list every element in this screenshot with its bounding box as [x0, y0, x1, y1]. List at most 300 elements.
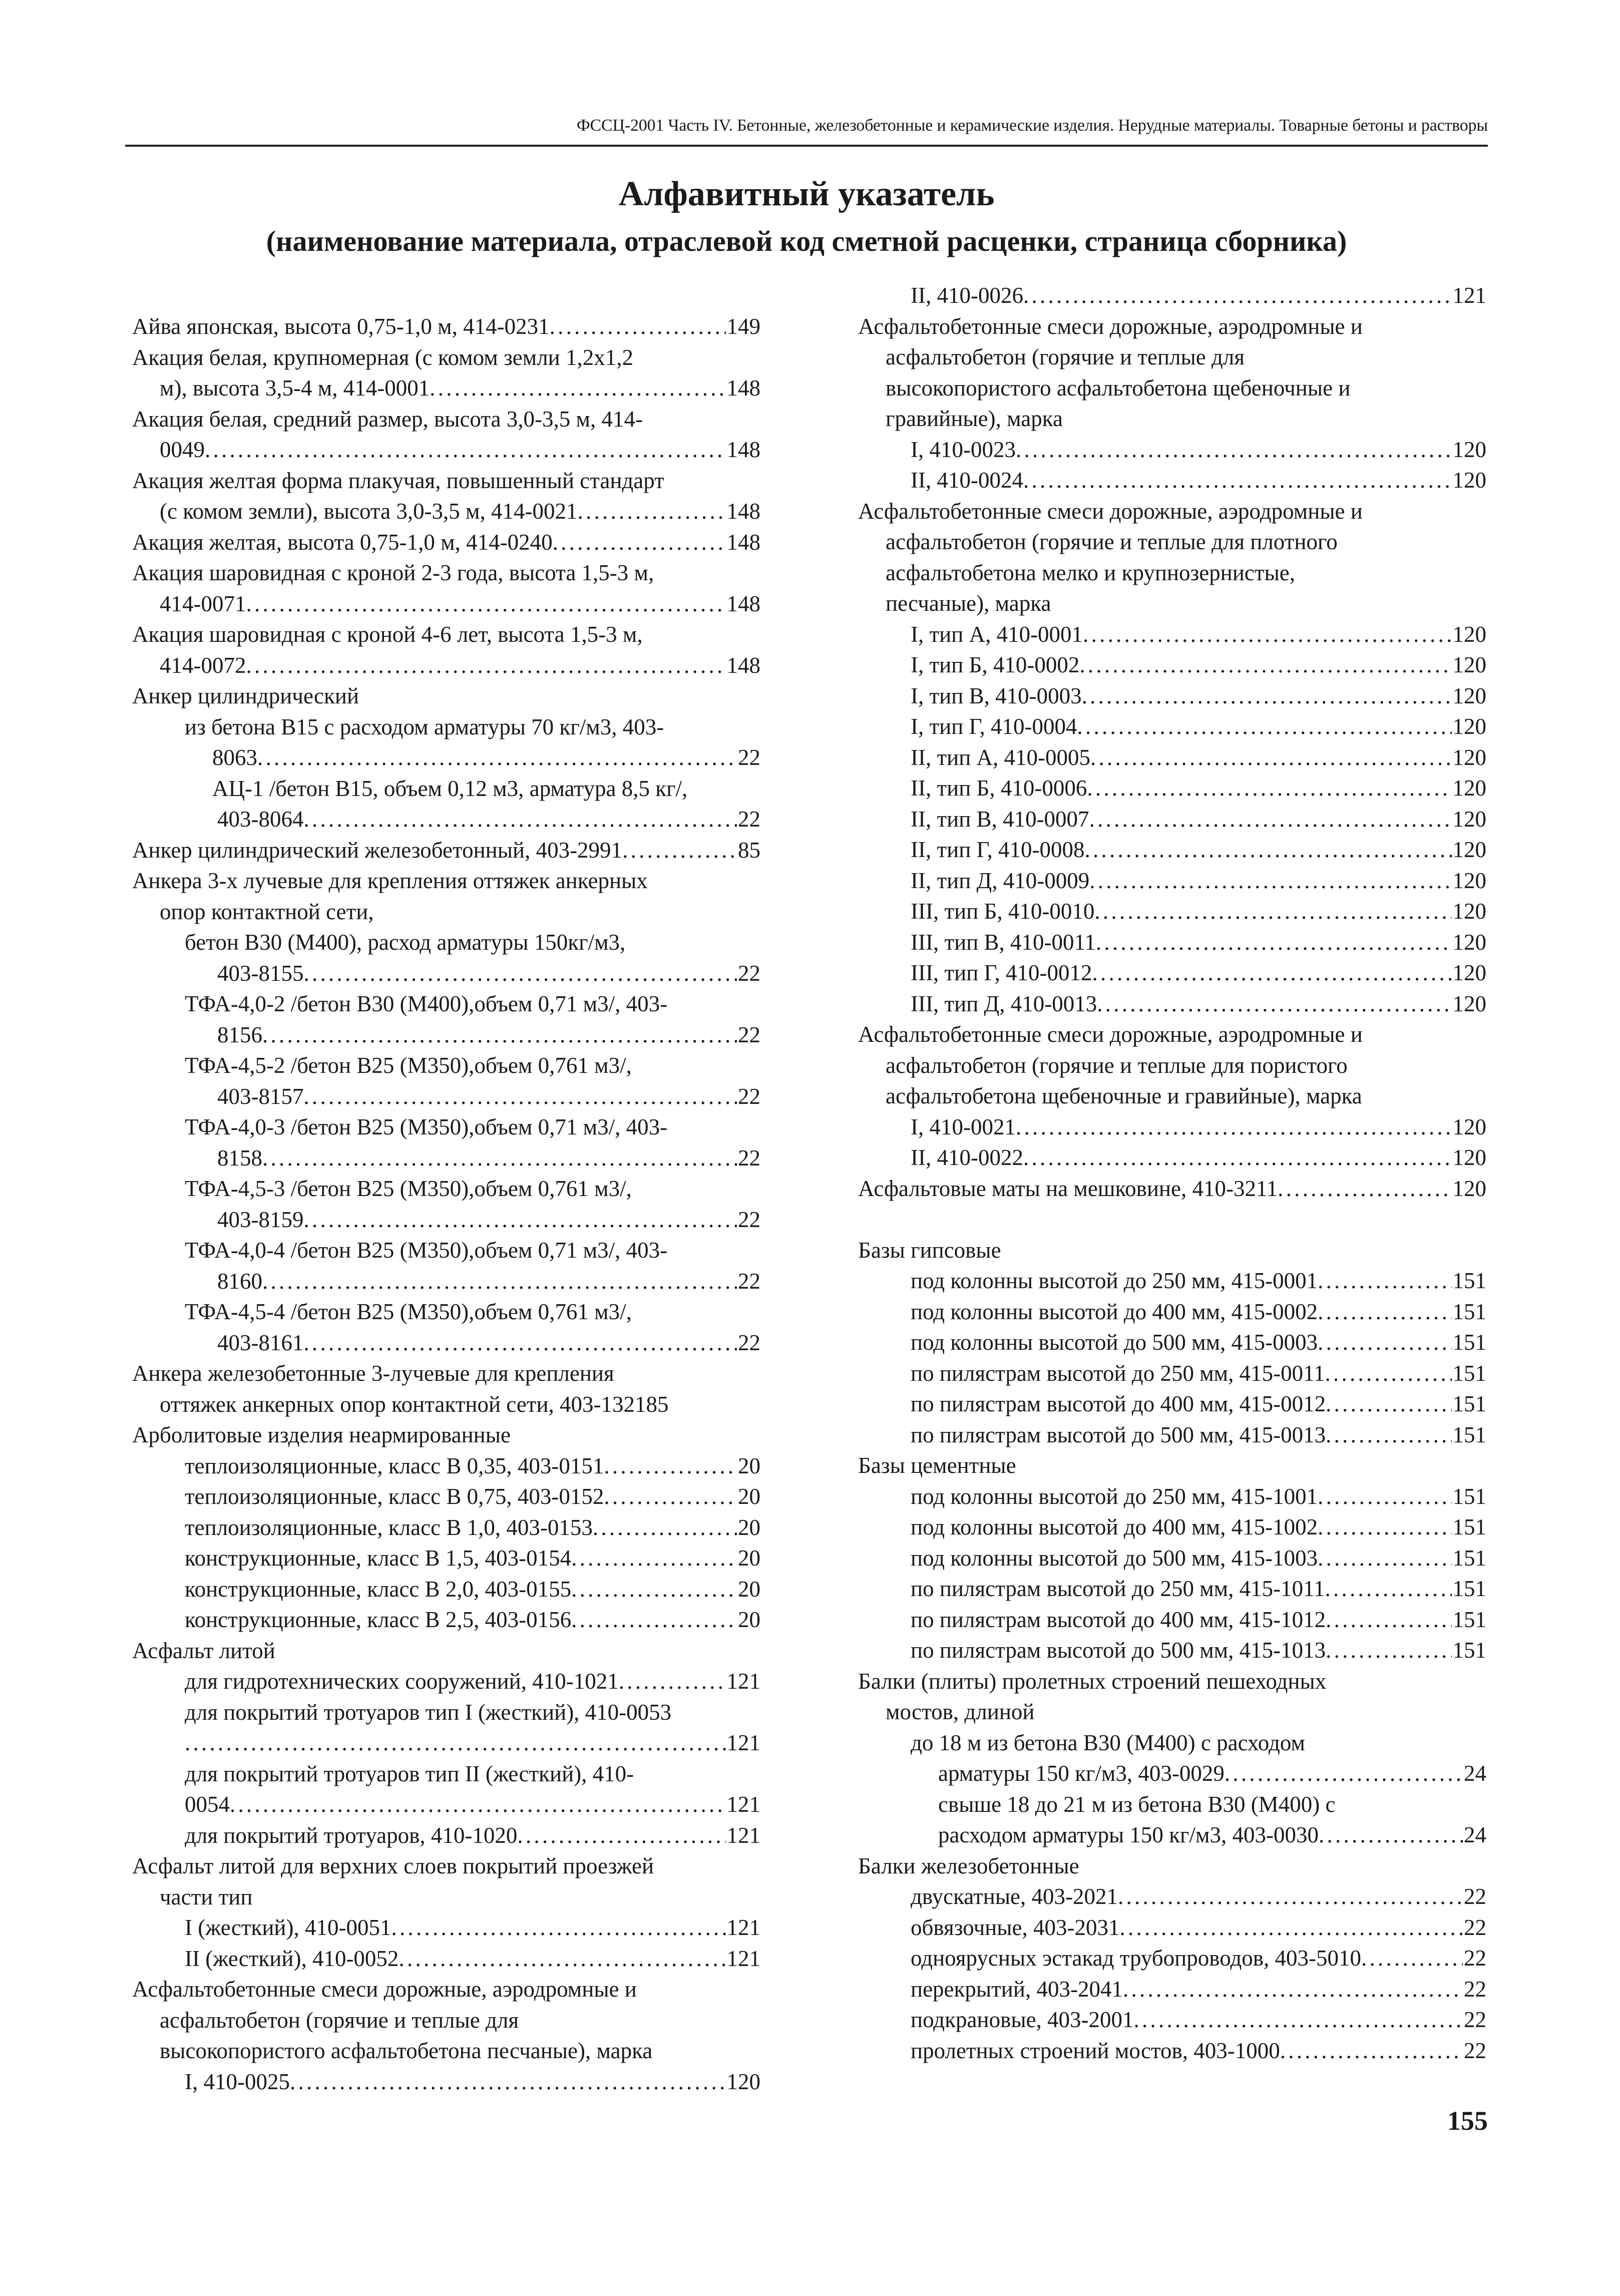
index-entry-page: 151	[1452, 1330, 1486, 1355]
index-entry-text: теплоизоляционные, класс В 1,0, 403-0153	[185, 1514, 593, 1540]
index-entry-text: I, 410-0023	[911, 437, 1016, 462]
dot-leader	[619, 1666, 726, 1697]
index-entry-text: конструкционные, класс В 2,0, 403-0155	[185, 1576, 572, 1602]
dot-leader	[571, 1543, 737, 1574]
dot-leader	[1023, 1142, 1452, 1174]
index-entry	[858, 1605, 1486, 1636]
index-entry	[858, 1142, 1486, 1174]
index-entry-text: теплоизоляционные, класс В 0,75, 403-0152	[185, 1484, 604, 1509]
dot-leader	[1016, 435, 1452, 466]
dot-leader	[622, 835, 737, 866]
index-entry-page: 148	[726, 375, 760, 401]
dot-leader	[1318, 1543, 1451, 1574]
dot-leader	[1326, 1389, 1451, 1420]
index-entry-text: под колонны высотой до 400 мм, 415-0002	[911, 1299, 1318, 1324]
index-entry	[132, 1081, 760, 1112]
index-entry-text: Асфальтобетонные смеси дорожные, аэродромные и	[132, 1977, 637, 2002]
index-entry	[132, 804, 760, 835]
dot-leader	[1280, 2036, 1463, 2067]
dot-leader	[304, 804, 737, 835]
dot-leader	[246, 589, 726, 620]
index-entry	[132, 1944, 760, 1975]
index-entry	[858, 989, 1486, 1020]
index-entry-page: 22	[1464, 1884, 1486, 1909]
index-entry-text: ТФА-4,5-2 /бетон В25 (М350),объем 0,761 м3/,	[185, 1053, 632, 1078]
index-entry-page: 85	[738, 837, 760, 863]
index-entry-text: I, тип А, 410-0001	[911, 621, 1083, 647]
index-entry-text: II, тип Б, 410-0006	[911, 776, 1087, 801]
index-entry	[858, 896, 1486, 927]
index-column-left	[132, 311, 760, 2097]
index-entry-page: 22	[1464, 1976, 1486, 2002]
index-entry	[858, 711, 1486, 742]
index-entry-text: II, 410-0026	[911, 283, 1023, 308]
index-entry	[858, 742, 1486, 774]
index-entry-text: II, тип А, 410-0005	[911, 744, 1091, 770]
index-entry-text: для покрытий тротуаров тип II (жесткий), 410-	[185, 1761, 634, 1786]
index-entry	[858, 1389, 1486, 1420]
index-entry-text: 403-8159	[217, 1207, 304, 1232]
index-entry	[858, 619, 1486, 650]
index-entry	[858, 835, 1486, 866]
index-entry-page: 22	[1464, 1915, 1486, 1940]
index-entry-text: Анкер цилиндрический железобетонный, 403-2991	[132, 837, 623, 863]
index-entry-text: Арболитовые изделия неармированные	[132, 1422, 511, 1447]
index-entry-text: II, тип Д, 410-0009	[911, 868, 1090, 893]
index-entry-text: Балки (плиты) пролетных строений пешеходных	[858, 1668, 1327, 1694]
dot-leader	[430, 373, 725, 404]
index-entry-page: 120	[1452, 776, 1486, 801]
index-entry-page: 22	[1464, 1946, 1486, 1971]
index-entry	[858, 1943, 1486, 1974]
index-entry	[132, 1512, 760, 1544]
dot-leader	[1278, 1174, 1451, 1205]
dot-leader	[262, 1020, 737, 1051]
index-entry-text: мостов, длиной	[886, 1699, 1035, 1724]
index-entry-page: 151	[1452, 1483, 1486, 1509]
index-entry-text: одноярусных эстакад трубопроводов, 403-5010	[911, 1946, 1362, 1971]
index-entry-page: 22	[1464, 2007, 1486, 2032]
index-entry-page: 151	[1452, 1391, 1486, 1416]
index-entry	[132, 1481, 760, 1512]
index-entry-text: II, 410-0024	[911, 468, 1023, 493]
index-entry	[858, 1574, 1486, 1605]
index-entry-text: части тип	[160, 1884, 253, 1909]
index-entry-text: асфальтобетон (горячие и теплые для плотного	[886, 529, 1338, 554]
index-entry-page: 148	[726, 529, 760, 555]
index-entry	[858, 1112, 1486, 1143]
index-entry-page: 20	[738, 1607, 760, 1632]
index-entry-page: 121	[726, 1915, 760, 1940]
index-title: Алфавитный указатель	[618, 175, 995, 213]
index-entry-text: под колонны высотой до 250 мм, 415-1001	[911, 1483, 1318, 1509]
dot-leader	[1326, 1420, 1451, 1451]
dot-leader	[290, 2067, 726, 2098]
index-entry-page: 121	[726, 1822, 760, 1848]
index-entry-page: 120	[1452, 652, 1486, 677]
index-entry-text: 8158	[217, 1145, 262, 1171]
index-entry-text: Асфальтобетонные смеси дорожные, аэродромные и	[858, 1022, 1363, 1047]
index-entry-text: I, тип В, 410-0003	[911, 683, 1082, 708]
index-entry	[858, 2005, 1486, 2036]
index-entry	[132, 742, 760, 774]
index-entry	[858, 1327, 1486, 1358]
index-entry	[858, 1543, 1486, 1574]
index-entry	[132, 527, 760, 558]
index-entry-page: 148	[726, 591, 760, 616]
dot-leader	[1089, 866, 1451, 897]
index-entry	[132, 1912, 760, 1944]
index-entry-text: конструкционные, класс В 1,5, 403-0154	[185, 1546, 572, 1571]
dot-leader	[304, 958, 737, 989]
index-entry-text: ТФА-4,0-4 /бетон В25 (М350),объем 0,71 м3/, 403-	[185, 1238, 668, 1263]
index-entry-text: двускатные, 403-2021	[911, 1884, 1118, 1909]
index-entry-page: 120	[1452, 714, 1486, 739]
dot-leader	[571, 1574, 737, 1605]
index-entry-text: Акация белая, средний размер, высота 3,0-3,5 м, 414-	[132, 406, 643, 432]
index-entry-text: Акация шаровидная с кроной 4-6 лет, высота 1,5-3 м,	[132, 622, 643, 647]
index-entry-text: подкрановые, 403-2001	[911, 2007, 1134, 2032]
index-entry-page: 22	[738, 807, 760, 832]
dot-leader	[1023, 280, 1452, 311]
dot-leader	[1318, 1297, 1451, 1328]
index-entry-text: под колонны высотой до 400 мм, 415-1002	[911, 1514, 1318, 1540]
index-entry-text: 403-8155	[217, 960, 304, 986]
index-column-right	[858, 280, 1486, 2066]
index-entry	[858, 650, 1486, 681]
index-entry	[858, 2036, 1486, 2067]
index-entry	[132, 373, 760, 404]
index-entry-text: 414-0072	[160, 652, 246, 678]
index-entry-text: асфальтобетон (горячие и теплые для пористого	[886, 1052, 1348, 1078]
index-entry	[132, 311, 760, 342]
index-entry	[132, 1820, 760, 1851]
index-subtitle: (наименование материала, отраслевой код сметной расценки, страница сборника)	[266, 225, 1347, 257]
index-entry-text: асфальтобетона щебеночные и гравийные), марка	[886, 1083, 1362, 1108]
index-entry-page: 22	[738, 960, 760, 986]
index-entry-page: 121	[726, 1669, 760, 1694]
index-entry-page: 22	[1464, 2038, 1486, 2063]
index-entry-text: для гидротехнических сооружений, 410-1021	[185, 1669, 619, 1694]
dot-leader	[1361, 1943, 1463, 1974]
index-entry-page: 22	[738, 1022, 760, 1047]
index-entry-text: до 18 м из бетона В30 (М400) с расходом	[911, 1730, 1305, 1755]
index-entry-text: высокопористого асфальтобетона песчаные), марка	[160, 2038, 653, 2063]
dot-leader	[1326, 1605, 1451, 1636]
index-entry-page: 120	[1452, 1114, 1486, 1139]
dot-leader	[1118, 1881, 1463, 1912]
dot-leader	[550, 311, 726, 342]
index-entry-text: ТФА-4,0-2 /бетон В30 (М400),объем 0,71 м3/, 403-	[185, 991, 668, 1016]
index-entry-text: Акация желтая, высота 0,75-1,0 м, 414-0240	[132, 529, 553, 555]
index-entry-page: 148	[726, 499, 760, 524]
index-entry-page: 151	[1452, 1638, 1486, 1663]
index-entry-page: 148	[726, 437, 760, 462]
index-entry-page: 120	[1452, 960, 1486, 985]
index-entry	[132, 1574, 760, 1605]
dot-leader	[391, 1912, 725, 1944]
dot-leader	[1318, 1481, 1451, 1512]
index-entry-page: 151	[1452, 1360, 1486, 1386]
dot-leader	[257, 742, 737, 774]
dot-leader	[1318, 1512, 1451, 1543]
dot-leader	[1134, 2005, 1463, 2036]
index-entry-text: м), высота 3,5-4 м, 414-0001	[160, 375, 430, 401]
index-entry-text: перекрытий, 403-2041	[911, 1976, 1123, 2002]
index-entry-text: по пилястрам высотой до 500 мм, 415-0013	[911, 1422, 1326, 1447]
index-entry-page: 120	[1452, 806, 1486, 832]
index-entry-page: 120	[1452, 683, 1486, 708]
index-entry-page: 151	[1452, 1607, 1486, 1632]
index-entry	[132, 1789, 760, 1820]
dot-leader	[593, 1512, 737, 1544]
index-entry	[858, 1912, 1486, 1944]
index-entry	[132, 589, 760, 620]
index-entry-text: Акация белая, крупномерная (с комом земли 1,2х1,2	[132, 344, 633, 370]
index-entry-page: 20	[738, 1576, 760, 1602]
index-entry-text: гравийные), марка	[886, 406, 1063, 431]
index-entry	[858, 1358, 1486, 1389]
index-entry-page: 120	[1452, 929, 1486, 955]
index-entry-text: Анкера железобетонные 3-лучевые для крепления	[132, 1361, 614, 1386]
index-entry	[858, 773, 1486, 804]
index-entry-text: I, 410-0025	[185, 2069, 290, 2094]
index-entry-page: 151	[1452, 1299, 1486, 1324]
index-entry-page: 151	[1452, 1268, 1486, 1293]
index-entry-text: 0049	[160, 437, 205, 462]
index-entry	[858, 1881, 1486, 1912]
index-entry-text: Айва японская, высота 0,75-1,0 м, 414-0231	[132, 314, 550, 339]
index-entry	[858, 1204, 1486, 1235]
running-head: ФССЦ-2001 Часть IV. Бетонные, железобетонные и керамические изделия. Нерудные материалы. Товарные бетоны и растворы	[576, 116, 1488, 135]
index-entry-text: II, тип Г, 410-0008	[911, 837, 1085, 862]
index-entry-text: II (жесткий), 410-0052	[185, 1946, 399, 1971]
index-entry-page: 20	[738, 1484, 760, 1509]
index-entry	[132, 496, 760, 527]
index-entry-text: для покрытий тротуаров тип I (жесткий), 410-0053	[185, 1699, 672, 1725]
dot-leader	[1023, 465, 1452, 496]
index-entry-text: теплоизоляционные, класс В 0,35, 403-0151	[185, 1453, 604, 1478]
index-entry-page: 22	[738, 1207, 760, 1232]
index-entry-page: 120	[1452, 1145, 1486, 1170]
dot-leader	[262, 1266, 737, 1297]
index-entry-text: ТФА-4,5-4 /бетон В25 (М350),объем 0,761 м3/,	[185, 1299, 632, 1324]
index-entry-text: Базы гипсовые	[858, 1237, 1001, 1263]
index-entry-page: 20	[738, 1453, 760, 1478]
index-entry	[132, 2067, 760, 2098]
index-entry-text: Акация шаровидная с кроной 2-3 года, высота 1,5-3 м,	[132, 560, 654, 585]
index-entry	[858, 435, 1486, 466]
index-entry-text: I, тип Г, 410-0004	[911, 714, 1077, 739]
index-entry-page: 148	[726, 652, 760, 678]
dot-leader	[262, 1143, 737, 1174]
dot-leader	[1097, 989, 1451, 1020]
index-entry	[858, 280, 1486, 311]
index-entry	[132, 1666, 760, 1697]
index-entry-page: 20	[738, 1546, 760, 1571]
index-entry	[132, 1451, 760, 1482]
index-entry-text: 8063	[212, 745, 257, 770]
index-entry-page: 24	[1464, 1761, 1486, 1786]
index-entry-text: из бетона В15 с расходом арматуры 70 кг/м3, 403-	[185, 714, 664, 739]
index-entry	[858, 1974, 1486, 2005]
dot-leader	[1087, 773, 1451, 804]
index-entry-page: 120	[1452, 991, 1486, 1016]
index-entry-text: Анкера 3-х лучевые для крепления оттяжек анкерных	[132, 868, 648, 893]
dot-leader	[304, 1328, 737, 1359]
index-entry-page: 120	[1452, 899, 1486, 924]
index-entry-text: II, тип В, 410-0007	[911, 806, 1089, 832]
index-entry	[858, 1420, 1486, 1451]
dot-leader	[1225, 1758, 1463, 1789]
dot-leader	[1325, 1574, 1451, 1605]
index-entry-page: 22	[738, 745, 760, 770]
index-entry-text: Асфальт литой для верхних слоев покрытий проезжей	[132, 1853, 654, 1878]
index-entry-page: 121	[1452, 283, 1486, 308]
index-entry-text: 0054	[185, 1792, 230, 1817]
index-entry	[858, 1297, 1486, 1328]
index-entry-text: асфальтобетон (горячие и теплые для	[886, 344, 1245, 369]
index-entry-text: Базы цементные	[858, 1453, 1016, 1478]
dot-leader	[230, 1789, 726, 1820]
index-entry-page: 120	[1452, 437, 1486, 462]
index-entry-text: Асфальт литой	[132, 1638, 275, 1663]
index-entry-text: 414-0071	[160, 591, 246, 616]
index-entry-text: конструкционные, класс В 2,5, 403-0156	[185, 1607, 572, 1632]
dot-leader	[604, 1481, 737, 1512]
index-entry-text: опор контактной сети,	[160, 899, 374, 924]
index-entry	[858, 1266, 1486, 1297]
index-entry-text: обвязочные, 403-2031	[911, 1915, 1120, 1940]
index-entry	[132, 835, 760, 866]
index-entry-text: бетон В30 (М400), расход арматуры 150кг/м3,	[185, 930, 626, 955]
index-entry-text: по пилястрам высотой до 250 мм, 415-1011	[911, 1576, 1325, 1601]
dot-leader	[1319, 1820, 1463, 1851]
index-entry-page: 22	[738, 1083, 760, 1109]
index-entry	[858, 804, 1486, 835]
index-entry-text: АЦ-1 /бетон В15, объем 0,12 м3, арматура 8,5 кг/,	[212, 776, 688, 801]
dot-leader	[578, 496, 726, 527]
index-entry-page: 120	[1452, 1176, 1486, 1201]
index-entry	[858, 465, 1486, 496]
index-entry-page: 151	[1452, 1576, 1486, 1601]
index-entry-text: для покрытий тротуаров, 410-1020	[185, 1822, 518, 1848]
dot-leader	[1016, 1112, 1452, 1143]
index-entry-text: Анкер цилиндрический	[132, 683, 359, 708]
dot-leader	[398, 1944, 725, 1975]
index-entry-text: по пилястрам высотой до 250 мм, 415-0011	[911, 1360, 1325, 1386]
index-entry-page: 121	[726, 1792, 760, 1817]
index-entry-text: (с комом земли), высота 3,0-3,5 м, 414-0021	[160, 499, 578, 524]
dot-leader	[304, 1081, 737, 1112]
dot-leader	[1325, 1358, 1451, 1389]
index-entry-page: 22	[738, 1268, 760, 1294]
index-entry	[858, 1758, 1486, 1789]
dot-leader	[1096, 927, 1452, 958]
dot-leader	[1318, 1327, 1451, 1358]
page-number: 155	[1447, 2106, 1488, 2136]
index-entry-page: 151	[1452, 1422, 1486, 1447]
index-entry	[132, 1728, 760, 1759]
index-entry	[858, 1635, 1486, 1666]
dot-leader	[604, 1451, 737, 1482]
dot-leader	[1092, 958, 1451, 989]
index-entry-text: пролетных строений мостов, 403-1000	[911, 2038, 1280, 2063]
index-entry-page: 22	[738, 1330, 760, 1355]
index-entry-page: 149	[726, 314, 760, 339]
dot-leader	[185, 1728, 726, 1759]
dot-leader	[1120, 1912, 1463, 1944]
index-entry-text: арматуры 150 кг/м3, 403-0029	[938, 1761, 1225, 1786]
index-entry-text: 8160	[217, 1268, 262, 1294]
index-entry-text: Балки железобетонные	[858, 1853, 1079, 1878]
index-entry-text: под колонны высотой до 500 мм, 415-1003	[911, 1545, 1318, 1571]
index-entry	[132, 1020, 760, 1051]
dot-leader	[1123, 1974, 1463, 2005]
dot-leader	[246, 650, 726, 681]
index-entry	[858, 1820, 1486, 1851]
index-entry-text: III, тип Г, 410-0012	[911, 960, 1092, 985]
index-entry-text: Асфальтобетонные смеси дорожные, аэродромные и	[858, 313, 1363, 339]
index-entry	[132, 1143, 760, 1174]
index-entry-text: асфальтобетон (горячие и теплые для	[160, 2007, 519, 2033]
index-entry-text: свыше 18 до 21 м из бетона В30 (М400) с	[938, 1791, 1336, 1817]
index-entry-text: 8156	[217, 1022, 262, 1047]
index-entry-page: 120	[1452, 744, 1486, 770]
index-entry	[858, 927, 1486, 958]
index-entry-text: песчаные), марка	[886, 591, 1051, 616]
index-entry	[132, 1605, 760, 1636]
index-entry-text: ТФА-4,5-3 /бетон В25 (М350),объем 0,761 м3/,	[185, 1176, 632, 1201]
index-entry-text: III, тип Д, 410-0013	[911, 991, 1097, 1016]
index-entry-text: I, тип Б, 410-0002	[911, 652, 1080, 677]
dot-leader	[517, 1820, 725, 1851]
index-entry-text: асфальтобетона мелко и крупнозернистые,	[886, 560, 1296, 585]
index-entry-text: ТФА-4,0-3 /бетон В25 (М350),объем 0,71 м3/, 403-	[185, 1114, 668, 1139]
index-entry-text: Акация желтая форма плакучая, повышенный стандарт	[132, 468, 664, 493]
index-entry-page: 120	[1452, 621, 1486, 647]
index-entry-text: под колонны высотой до 250 мм, 415-0001	[911, 1268, 1318, 1293]
index-entry	[858, 1174, 1486, 1205]
dot-leader	[1318, 1266, 1451, 1297]
dot-leader	[571, 1605, 737, 1636]
index-entry-page: 121	[726, 1946, 760, 1971]
dot-leader	[1083, 619, 1451, 650]
dot-leader	[1077, 711, 1452, 742]
index-entry-text: Асфальтобетонные смеси дорожные, аэродромные и	[858, 498, 1363, 524]
index-entry-text: по пилястрам высотой до 500 мм, 415-1013	[911, 1638, 1326, 1663]
dot-leader	[1084, 835, 1451, 866]
index-entry-page: 22	[738, 1145, 760, 1171]
dot-leader	[304, 1205, 737, 1236]
index-entry-text: Асфальтовые маты на мешковине, 410-3211	[858, 1176, 1278, 1201]
dot-leader	[1082, 681, 1452, 712]
index-entry-text: 403-8064	[217, 807, 304, 832]
index-entry-text: III, тип В, 410-0011	[911, 929, 1096, 955]
index-entry-page: 120	[726, 2069, 760, 2094]
index-entry	[132, 958, 760, 989]
index-entry-text: 403-8157	[217, 1083, 304, 1109]
index-entry-page: 120	[1452, 468, 1486, 493]
index-entry-page: 151	[1452, 1545, 1486, 1571]
index-entry	[132, 435, 760, 466]
index-entry-text: 403-8161	[217, 1330, 304, 1355]
index-entry	[858, 1481, 1486, 1512]
index-entry-text: высокопористого асфальтобетона щебеночные и	[886, 375, 1351, 401]
index-entry	[132, 1328, 760, 1359]
dot-leader	[1089, 804, 1452, 835]
index-entry-text: III, тип Б, 410-0010	[911, 899, 1095, 924]
